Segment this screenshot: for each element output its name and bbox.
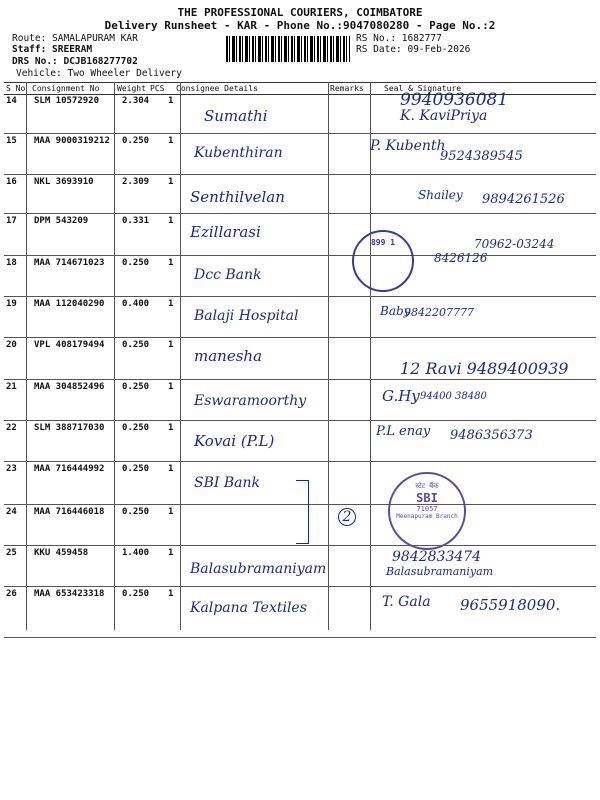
row-signature-2: 9894261526 <box>482 192 565 207</box>
table-row <box>4 337 596 380</box>
table-row <box>4 90 596 134</box>
row-weight: 0.250 <box>122 340 150 350</box>
row-pcs: 1 <box>168 464 174 474</box>
row-signature-1: P.L enay <box>376 424 431 439</box>
sbi-stamp-top: स्टेट बैंक <box>415 482 439 490</box>
row-pcs: 1 <box>168 299 174 309</box>
row-signature-2: K. KaviPriya <box>400 108 488 124</box>
row-signature-2: 8426126 <box>434 251 488 265</box>
row-consignment: MAA 716444992 <box>34 464 105 474</box>
row-consignee-handwritten: Balaji Hospital <box>194 308 299 324</box>
col-remarks: Remarks <box>330 84 364 93</box>
row-consignee-handwritten: Ezillarasi <box>190 223 261 241</box>
row-sno: 25 <box>6 548 17 558</box>
row-sno: 20 <box>6 340 17 350</box>
row-consignee-handwritten: Sumathi <box>204 107 268 125</box>
row-weight: 0.250 <box>122 464 150 474</box>
row-sno: 15 <box>6 136 17 146</box>
barcode <box>226 36 350 62</box>
row-consignment: MAA 716446018 <box>34 507 105 517</box>
table-row <box>4 133 596 175</box>
runsheet-subtitle: Delivery Runsheet - KAR - Phone No.:9047080280 - Page No.:2 <box>104 19 496 32</box>
row-consignee-handwritten: Senthilvelan <box>190 188 285 206</box>
row-signature-1: Shailey <box>418 188 463 202</box>
row-sno: 19 <box>6 299 17 309</box>
row-sno: 26 <box>6 589 17 599</box>
row-consignment: VPL 408179494 <box>34 340 105 350</box>
row-pcs: 1 <box>168 382 174 392</box>
row-consignment: SLM 10572920 <box>34 96 100 106</box>
row-signature-2: 9655918090. <box>460 596 561 614</box>
row-consignee-handwritten: Balasubramaniyam <box>190 561 327 577</box>
row-weight: 0.250 <box>122 589 150 599</box>
row-consignment: MAA 112040290 <box>34 299 105 309</box>
table-row <box>4 379 596 421</box>
row-consignee-handwritten: manesha <box>194 347 263 365</box>
row-sno: 24 <box>6 507 17 517</box>
row-weight: 0.250 <box>122 423 150 433</box>
rs-date-label: RS Date: 09-Feb-2026 <box>356 44 471 55</box>
row-pcs: 1 <box>168 507 174 517</box>
drs-label: DRS No.: DCJB168277702 <box>12 56 138 67</box>
table-row <box>4 420 596 462</box>
row-consignment: SLM 388717030 <box>34 423 105 433</box>
row-pcs: 1 <box>168 177 174 187</box>
row-weight: 0.331 <box>122 216 150 226</box>
row-weight: 0.250 <box>122 136 150 146</box>
row-pcs: 1 <box>168 136 174 146</box>
row-weight: 0.250 <box>122 258 150 268</box>
vehicle-label: Vehicle: Two Wheeler Delivery <box>16 68 182 79</box>
row-consignment: MAA 714671023 <box>34 258 105 268</box>
row-consignment: MAA 653423318 <box>34 589 105 599</box>
row-sno: 17 <box>6 216 17 226</box>
row-signature-1: T. Gala <box>382 594 431 610</box>
rs-no-label: RS No.: 1682777 <box>356 33 442 44</box>
route-label: Route: SAMALAPURAM KAR <box>12 33 138 44</box>
sbi-stamp-mid: SBI <box>416 491 438 505</box>
row-consignment: NKL 3693910 <box>34 177 94 187</box>
col-consignee: Consignee Details <box>176 84 258 93</box>
col-pcs: PCS <box>150 84 165 93</box>
row-consignment: MAA 304852496 <box>34 382 105 392</box>
row-weight: 1.400 <box>122 548 150 558</box>
row-signature-1: Baby <box>380 304 411 318</box>
row-signature-1: 9842833474 <box>392 549 482 565</box>
table-row <box>4 296 596 338</box>
row-weight: 0.400 <box>122 299 150 309</box>
row-consignee-handwritten: Kalpana Textiles <box>190 600 307 616</box>
row-consignee-handwritten: Kovai (P.L) <box>194 432 275 450</box>
row-pcs: 1 <box>168 423 174 433</box>
row-sno: 18 <box>6 258 17 268</box>
row-pcs: 1 <box>168 589 174 599</box>
row-pcs: 1 <box>168 548 174 558</box>
row-consignment: KKU 459458 <box>34 548 89 558</box>
sbi-stamp-bottom: Meenapuram Branch <box>396 513 458 520</box>
row-signature-1: P. Kubenth <box>370 138 446 154</box>
row-sno: 14 <box>6 96 17 106</box>
bracket-mark <box>296 480 309 544</box>
sbi-branch-stamp <box>388 472 466 550</box>
row-signature-2: 9842207777 <box>404 306 474 319</box>
row-pcs: 1 <box>168 96 174 106</box>
row-signature-2: 70962-03244 <box>474 237 555 251</box>
row-weight: 0.250 <box>122 382 150 392</box>
table-row <box>4 174 596 214</box>
row-signature-2: 9486356373 <box>450 428 533 443</box>
table-row <box>4 545 596 587</box>
row-consignment: MAA 9000319212 <box>34 136 110 146</box>
table-row <box>4 251 596 297</box>
staff-label: Staff: SREERAM <box>12 44 93 55</box>
col-weight: Weight <box>117 84 146 93</box>
row-signature-2: 12 Ravi 9489400939 <box>400 359 569 378</box>
table-row <box>4 213 596 256</box>
row-signature-1: G.Hy <box>382 387 420 405</box>
row-consignee-handwritten: Kubenthiran <box>194 145 283 161</box>
row-consignee-handwritten: Eswaramoorthy <box>194 393 307 409</box>
row-consignee-handwritten: SBI Bank <box>194 475 260 491</box>
row-signature-1: 9940936081 <box>400 90 509 110</box>
row-pcs: 1 <box>168 216 174 226</box>
company-title: THE PROFESSIONAL COURIERS, COIMBATORE <box>177 6 423 19</box>
row-weight: 0.250 <box>122 507 150 517</box>
row-signature-2: 94400 38480 <box>420 391 487 402</box>
circled-mark: 2 <box>338 508 356 526</box>
row-consignee-handwritten: Dcc Bank <box>194 267 262 283</box>
row-sno: 22 <box>6 423 17 433</box>
row-sno: 21 <box>6 382 17 392</box>
row-pcs: 1 <box>168 340 174 350</box>
row-signature-2: 9524389545 <box>440 149 523 164</box>
row-consignment: DPM 543209 <box>34 216 89 226</box>
col-sno: S No <box>6 84 26 93</box>
seal-text: 899 1 <box>370 238 396 247</box>
row-weight: 2.304 <box>122 96 150 106</box>
runsheet-table <box>4 82 596 630</box>
row-sno: 23 <box>6 464 17 474</box>
row-weight: 2.309 <box>122 177 150 187</box>
row-pcs: 1 <box>168 258 174 268</box>
col-seal: Seal & Signature <box>384 84 462 93</box>
row-sno: 16 <box>6 177 17 187</box>
col-consignment: Consignment No <box>32 84 100 93</box>
table-row <box>4 586 596 638</box>
row-signature-2: Balasubramaniyam <box>386 565 494 578</box>
company-seal-stamp <box>352 230 414 292</box>
sbi-stamp-code: 71057 <box>416 505 438 513</box>
